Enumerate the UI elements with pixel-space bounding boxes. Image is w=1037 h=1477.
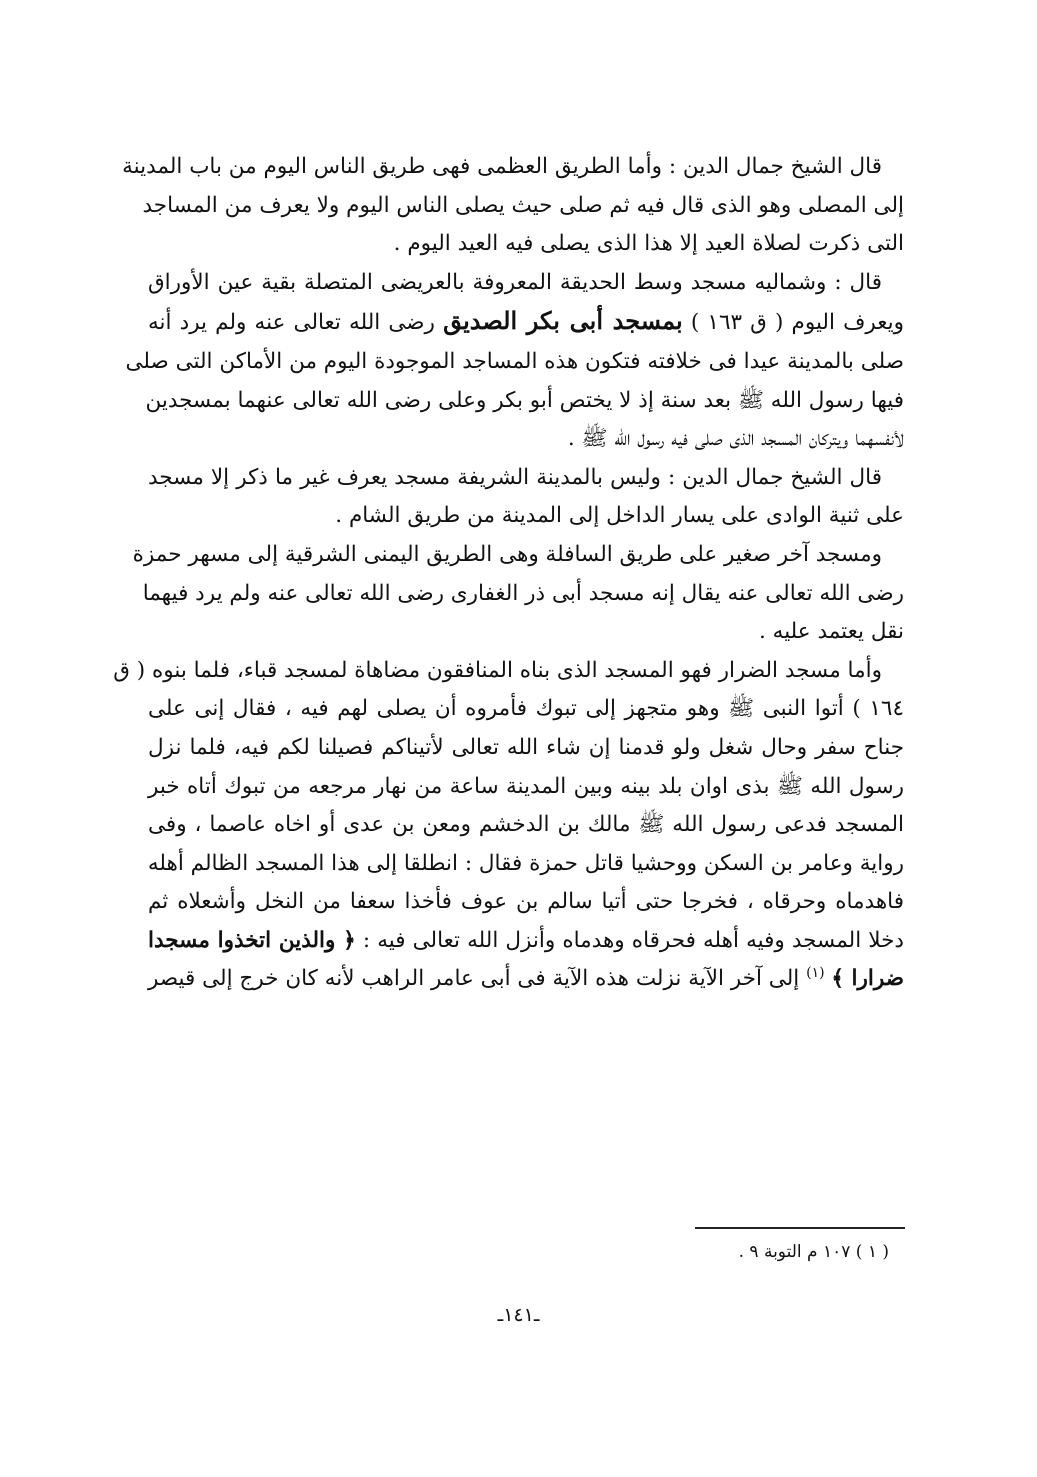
text-line: رسول الله ﷺ بذى اوان بلد بينه وبين المدينة ساعة من نهار مرجعه من تبوك أتاه خبر	[148, 773, 904, 799]
text-segment: رضى الله تعالى عنه ولم يرد أنه	[148, 310, 435, 336]
text-line: وأما مسجد الضرار فهو المسجد الذى بناه المنافقون مضاهاة لمسجد قباء، فلما بنوه ( ق	[113, 657, 882, 683]
page-body	[113, 148, 904, 999]
text-line: قال الشيخ جمال الدين : وأما الطريق العظمى فهى طريق الناس اليوم من باب المدينة	[122, 154, 882, 179]
text-segment: ويعرف اليوم ( ق ١٦٣ )	[690, 310, 904, 336]
text-line: رواية وعامر بن السكن ووحشيا قاتل حمزة فقال : انطلقا إلى هذا المسجد الظالم أهله	[147, 850, 904, 876]
text-line: التى ذكرت لصلاة العيد إلا هذا الذى يصلى فيه العيد اليوم .	[393, 231, 904, 257]
paragraph-2	[125, 264, 904, 459]
text-line: نقل يعتمد عليه .	[759, 619, 904, 645]
footnote: ( ١ ) ١٠٧ م التوبة ٩ .	[738, 1242, 889, 1262]
footnote-divider	[695, 1227, 905, 1229]
text-line: رضى الله تعالى عنه يقال إنه مسجد أبى ذر الغفارى رضى الله تعالى عنه ولم يرد فيهما	[142, 580, 904, 606]
mosque-name-bold: بمسجد أبى بكر الصديق	[443, 306, 683, 336]
text-line: جناح سفر وحال شغل ولو قدمنا إن شاء الله تعالى لأتيناكم فصيلنا لكم فيه، فلما نزل	[148, 734, 904, 760]
footnote-marker: (١)	[806, 965, 825, 982]
text-line: قال : وشماليه مسجد وسط الحديقة المعروفة بالعريضى المتصلة بقية عين الأوراق	[148, 269, 882, 295]
paragraph-1	[122, 148, 904, 264]
text-line: صلى بالمدينة عيدا فى خلافته فتكون هذه المساجد الموجودة اليوم من الأماكن التى صلى	[125, 348, 904, 374]
quran-verse: ضرارا ﴾	[831, 966, 904, 992]
text-segment: دخلا المسجد وفيه أهله فحرقاه وهدماه وأنزل الله تعالى فيه :	[362, 927, 904, 953]
paragraph-4	[132, 536, 904, 652]
text-line: على ثنية الوادى على يسار الداخل إلى المدينة من طريق الشام .	[335, 503, 904, 529]
quran-verse: ﴿ والذين اتخذوا مسجدا	[148, 927, 356, 953]
text-line: فيها رسول الله ﷺ بعد سنة إذ لا يختص أبو بكر وعلى رضى الله تعالى عنهما بمسجدين	[145, 387, 904, 413]
text-line	[148, 302, 904, 343]
text-line: قال الشيخ جمال الدين : وليس بالمدينة الشريفة مسجد يعرف غير ما ذكر إلا مسجد	[148, 464, 882, 490]
text-line	[148, 922, 904, 961]
text-segment: إلى آخر الآية نزلت هذه الآية فى أبى عامر الراهب لأنه كان خرج إلى قيصر	[148, 966, 800, 992]
text-line: لأنفسهما ويتركان المسجد الذى صلى فيه رسول الله ﷺ .	[567, 426, 904, 452]
paragraph-3	[148, 459, 904, 536]
text-line: إلى المصلى وهو الذى قال فيه ثم صلى حيث يصلى الناس اليوم ولا يعرف من المساجد	[142, 192, 904, 218]
text-line: ومسجد آخر صغير على طريق السافلة وهى الطريق اليمنى الشرقية إلى مسهر حمزة	[132, 541, 882, 567]
text-line: المسجد فدعى رسول الله ﷺ مالك بن الدخشم ومعن بن عدى أو اخاه عاصما ، وفى	[148, 812, 904, 838]
text-line: فاهدماه وحرقاه ، فخرجا حتى أتيا سالم بن عوف فأخذا سعفا من النخل وأشعلاه ثم	[148, 889, 904, 915]
paragraph-5	[113, 652, 904, 999]
page-number: ـ١٤١ـ	[497, 1304, 540, 1326]
text-line: ١٦٤ ) أتوا النبى ﷺ وهو متجهز إلى تبوك فأمروه أن يصلى لهم فيه ، فقال إنى على	[148, 696, 904, 722]
text-line	[148, 960, 904, 999]
